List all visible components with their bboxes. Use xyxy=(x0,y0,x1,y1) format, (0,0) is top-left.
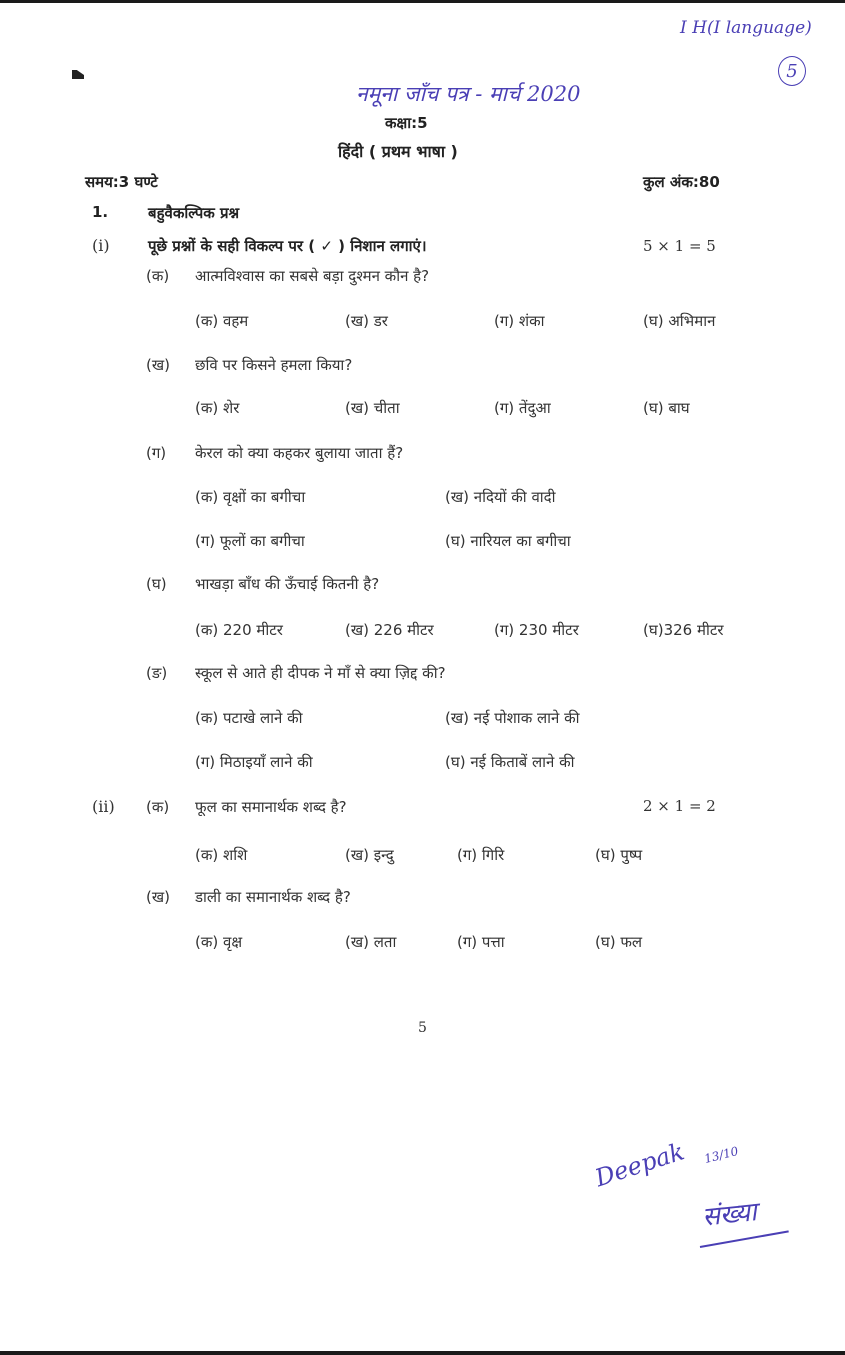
question-label: (ख) xyxy=(146,356,170,374)
page-number: 5 xyxy=(418,1020,427,1036)
option: (घ) नई किताबें लाने की xyxy=(445,753,575,771)
question-text: छवि पर किसने हमला किया? xyxy=(195,356,353,374)
option: (ग) तेंदुआ xyxy=(494,399,551,417)
question-label: (ख) xyxy=(146,888,170,906)
question-text: आत्मविश्वास का सबसे बड़ा दुश्मन कौन है? xyxy=(195,267,430,285)
option: (क) 220 मीटर xyxy=(195,621,283,639)
question-label: (क) xyxy=(146,798,170,816)
question-text: भाखड़ा बाँध की ऊँचाई कितनी है? xyxy=(195,575,380,593)
total-marks: कुल अंक:80 xyxy=(643,173,720,191)
part-i-marks: 5 × 1 = 5 xyxy=(643,237,716,255)
part-ii-marks: 2 × 1 = 2 xyxy=(643,797,716,815)
option: (क) पटाखे लाने की xyxy=(195,709,303,727)
subject-title: हिंदी ( प्रथम भाषा ) xyxy=(338,142,458,161)
option: (घ)326 मीटर xyxy=(643,621,724,639)
option: (क) वृक्षों का बगीचा xyxy=(195,488,306,506)
handwritten-class-note: I H(I language) xyxy=(680,18,812,38)
option: (क) शेर xyxy=(195,399,240,417)
bottom-border xyxy=(0,1351,845,1355)
signature-name: Deepak xyxy=(591,1137,688,1193)
signature-underline xyxy=(700,1230,789,1248)
signature-word: संख्या xyxy=(700,1197,759,1233)
option: (क) वृक्ष xyxy=(195,933,243,951)
option: (घ) अभिमान xyxy=(643,312,716,330)
option: (ग) गिरि xyxy=(457,846,505,864)
class-label: कक्षा:5 xyxy=(385,114,428,132)
part-i-instruction: पूछे प्रश्नों के सही विकल्प पर ( ✓ ) निशान लगाएं। xyxy=(148,237,427,255)
option: (घ) नारियल का बगीचा xyxy=(445,532,571,550)
part-ii-label: (ii) xyxy=(92,797,115,816)
signature-date: 13/10 xyxy=(702,1144,740,1166)
question-label: (क) xyxy=(146,267,170,285)
option: (ख) नई पोशाक लाने की xyxy=(445,709,580,727)
option: (ग) 230 मीटर xyxy=(494,621,579,639)
option: (ख) इन्दु xyxy=(345,846,394,864)
corner-mark-icon xyxy=(72,70,84,79)
question-text: फूल का समानार्थक शब्द है? xyxy=(195,798,347,816)
question-text: केरल को क्या कहकर बुलाया जाता हैं? xyxy=(195,444,404,462)
question-label: (ङ) xyxy=(146,664,168,682)
option: (ख) डर xyxy=(345,312,388,330)
option: (ख) लता xyxy=(345,933,397,951)
part-i-label: (i) xyxy=(92,236,110,255)
question-label: (ग) xyxy=(146,444,167,462)
handwritten-heading: नमूना जाँच पत्र - मार्च 2020 xyxy=(356,82,581,106)
option: (ग) शंका xyxy=(494,312,545,330)
option: (ख) नदियों की वादी xyxy=(445,488,556,506)
option: (क) शशि xyxy=(195,846,248,864)
option: (ख) 226 मीटर xyxy=(345,621,434,639)
option: (ग) मिठाइयाँ लाने की xyxy=(195,753,313,771)
option: (घ) बाघ xyxy=(643,399,690,417)
question-text: डाली का समानार्थक शब्द है? xyxy=(195,888,351,906)
top-border xyxy=(0,0,845,3)
option: (ख) चीता xyxy=(345,399,400,417)
option: (ग) पत्ता xyxy=(457,933,505,951)
option: (घ) पुष्प xyxy=(595,846,643,864)
time-label: समय:3 घण्टे xyxy=(85,173,158,191)
question-text: स्कूल से आते ही दीपक ने माँ से क्या ज़िद्द की? xyxy=(195,664,446,682)
option: (ग) फूलों का बगीचा xyxy=(195,532,305,550)
option: (घ) फल xyxy=(595,933,643,951)
circled-number: 5 xyxy=(778,56,806,86)
section-title: बहुवैकल्पिक प्रश्न xyxy=(148,204,240,222)
question-label: (घ) xyxy=(146,575,167,593)
option: (क) वहम xyxy=(195,312,249,330)
section-number: 1. xyxy=(92,203,109,221)
